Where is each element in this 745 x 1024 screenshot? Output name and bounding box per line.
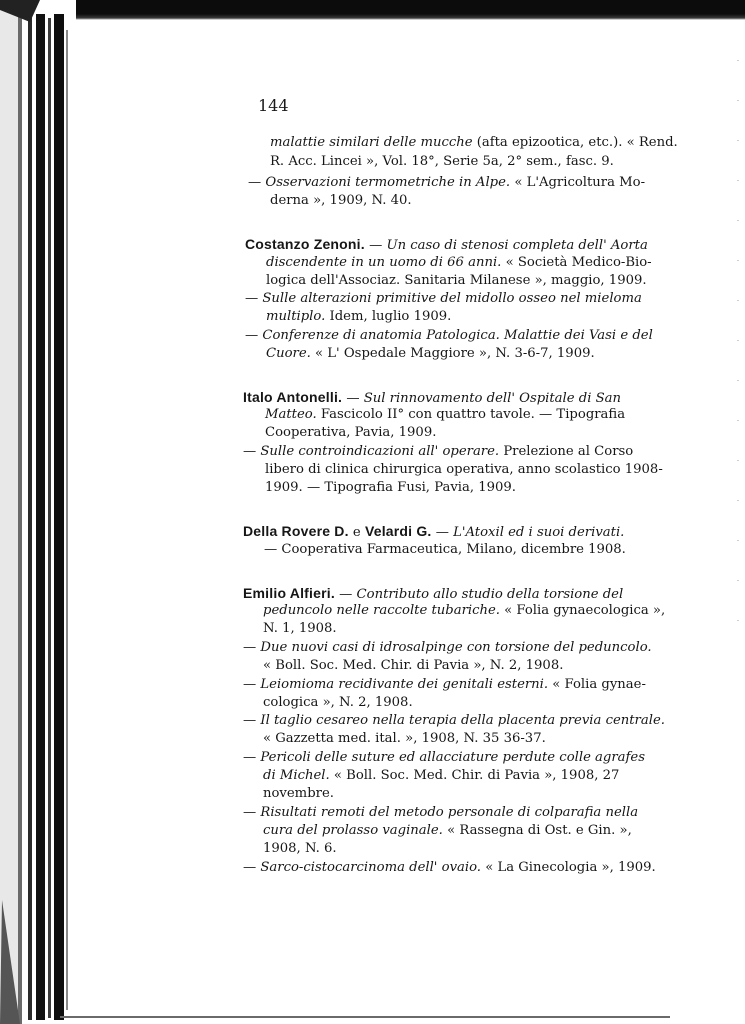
dash-mark: — [243,750,257,765]
text-line: libero di clinica chirurgica operativa, anno scolastico 1908- [265,462,663,477]
text-line [243,804,638,822]
title-text: Osservazioni termometriche in Alpe. [265,175,511,190]
text-line: 1909. — Tipografia Fusi, Pavia, 1909. [265,480,516,495]
dash-mark: — [243,713,257,728]
text-line: R. Acc. Lincei », Vol. 18°, Serie 5a, 2° sem., fasc. 9. [270,154,614,169]
text-line [245,327,653,345]
text-line [243,584,623,604]
dash-mark: — [248,175,262,190]
page-bottom-edge [60,1016,670,1018]
text-line [265,406,625,424]
title-text: Cuore. [266,346,311,361]
text-line [243,749,645,767]
text-line [263,602,665,620]
dash-mark: — [245,328,259,343]
citation-text: « L' Ospedale Maggiore », N. 3-6-7, 1909. [315,346,595,361]
title-text: Pericoli delle suture ed allacciature perdute colle agrafes [260,750,645,765]
title-text: Matteo. [265,407,317,422]
text-line [243,676,646,694]
text-line [245,235,648,255]
dash-mark: — [369,238,383,253]
scan-top-shadow [0,0,745,20]
citation-text: Fascicolo II° con quattro tavole. — Tipografia [320,407,626,422]
citation-text: (afta epizootica, etc.). « Rend. [476,135,678,150]
title-text: Il taglio cesareo nella terapia della placenta previa centrale. [260,713,665,728]
dash-mark: — [243,444,257,459]
text-line: logica dell'Associaz. Sanitaria Milanese », maggio, 1909. [266,273,647,288]
author-name: Italo Antonelli. [243,389,343,405]
page-binding-edge [0,0,76,1024]
dash-mark: — [435,525,449,540]
text-line [266,345,595,363]
title-text: Contributo allo studio della torsione del [356,587,624,602]
text-line [243,712,665,730]
dash-mark: — [243,640,257,655]
title-text: Sulle controindicazioni all' operare. [260,444,500,459]
text-line [266,308,451,326]
title-text: Sulle alterazioni primitive del midollo osseo nel mieloma [262,291,642,306]
text-line [263,822,632,840]
text-line: Cooperativa, Pavia, 1909. [265,425,437,440]
author-name: Costanzo Zenoni. [245,236,365,252]
title-text: multiplo. [266,309,326,324]
text-line [245,290,642,308]
dash-mark: — [243,860,257,875]
text-line: « Gazzetta med. ital. », 1908, N. 35 36-37. [263,731,546,746]
citation-text: Idem, luglio 1909. [329,309,452,324]
dash-mark: — [243,677,257,692]
citation-text: « L'Agricoltura Mo- [514,175,646,190]
title-text: cura del prolasso vaginale. [263,823,443,838]
citation-text: « Folia gynae- [552,677,646,692]
text-line: cologica », N. 2, 1908. [263,695,413,710]
dash-mark: — [245,291,259,306]
author-name: Velardi G. [364,523,432,539]
dash-mark: — [339,587,353,602]
text-line: « Boll. Soc. Med. Chir. di Pavia », N. 2, 1908. [263,658,564,673]
citation-text: « Folia gynaecologica », [504,603,666,618]
dash-mark: — [346,391,360,406]
title-text: di Michel. [263,768,330,783]
title-text: Sarco-cistocarcinoma dell' ovaio. [260,860,481,875]
author-name: Emilio Alfieri. [243,585,335,601]
citation-text: « La Ginecologia », 1909. [485,860,656,875]
title-text: Conferenze di anatomia Patologica. Malattie dei Vasi e del [262,328,653,343]
text-line [243,388,621,408]
text-line [263,767,619,785]
citation-text: « Società Medico-Bio- [505,255,652,270]
text-line: N. 1, 1908. [263,621,337,636]
title-text: Sul rinnovamento dell' Ospitale di San [363,391,622,406]
title-text: peduncolo nelle raccolte tubariche. [263,603,500,618]
text-line: — Cooperativa Farmaceutica, Milano, dicembre 1908. [264,542,626,557]
text-line: novembre. [263,786,334,801]
citation-text: « Rassegna di Ost. e Gin. », [447,823,632,838]
dash-mark: — [243,805,257,820]
text-line [243,859,656,877]
title-text: Leiomioma recidivante dei genitali esterni. [260,677,549,692]
text-line [248,174,645,192]
title-text: discendente in un uomo di 66 anni. [266,255,502,270]
citation-text: Prelezione al Corso [503,444,634,459]
page-number: 144 [258,96,289,115]
conjunction-text: e [352,525,361,540]
title-text: Due nuovi casi di idrosalpinge con torsione del peduncolo. [260,640,652,655]
text-line [243,522,624,542]
text-line: 1908, N. 6. [263,841,337,856]
text-line [243,639,652,657]
text-line [266,254,652,272]
title-text: malattie similari delle mucche [270,135,473,150]
author-name: Della Rovere D. [243,523,349,539]
text-line [270,134,678,152]
citation-text: « Boll. Soc. Med. Chir. di Pavia », 1908, 27 [333,768,620,783]
title-text: Un caso di stenosi completa dell' Aorta [386,238,648,253]
text-line [243,443,633,461]
title-text: Risultati remoti del metodo personale di colparafia nella [260,805,639,820]
title-text: L'Atoxil ed i suoi derivati. [453,525,625,540]
scan-edge-speckles [737,60,739,660]
text-line: derna », 1909, N. 40. [270,193,412,208]
